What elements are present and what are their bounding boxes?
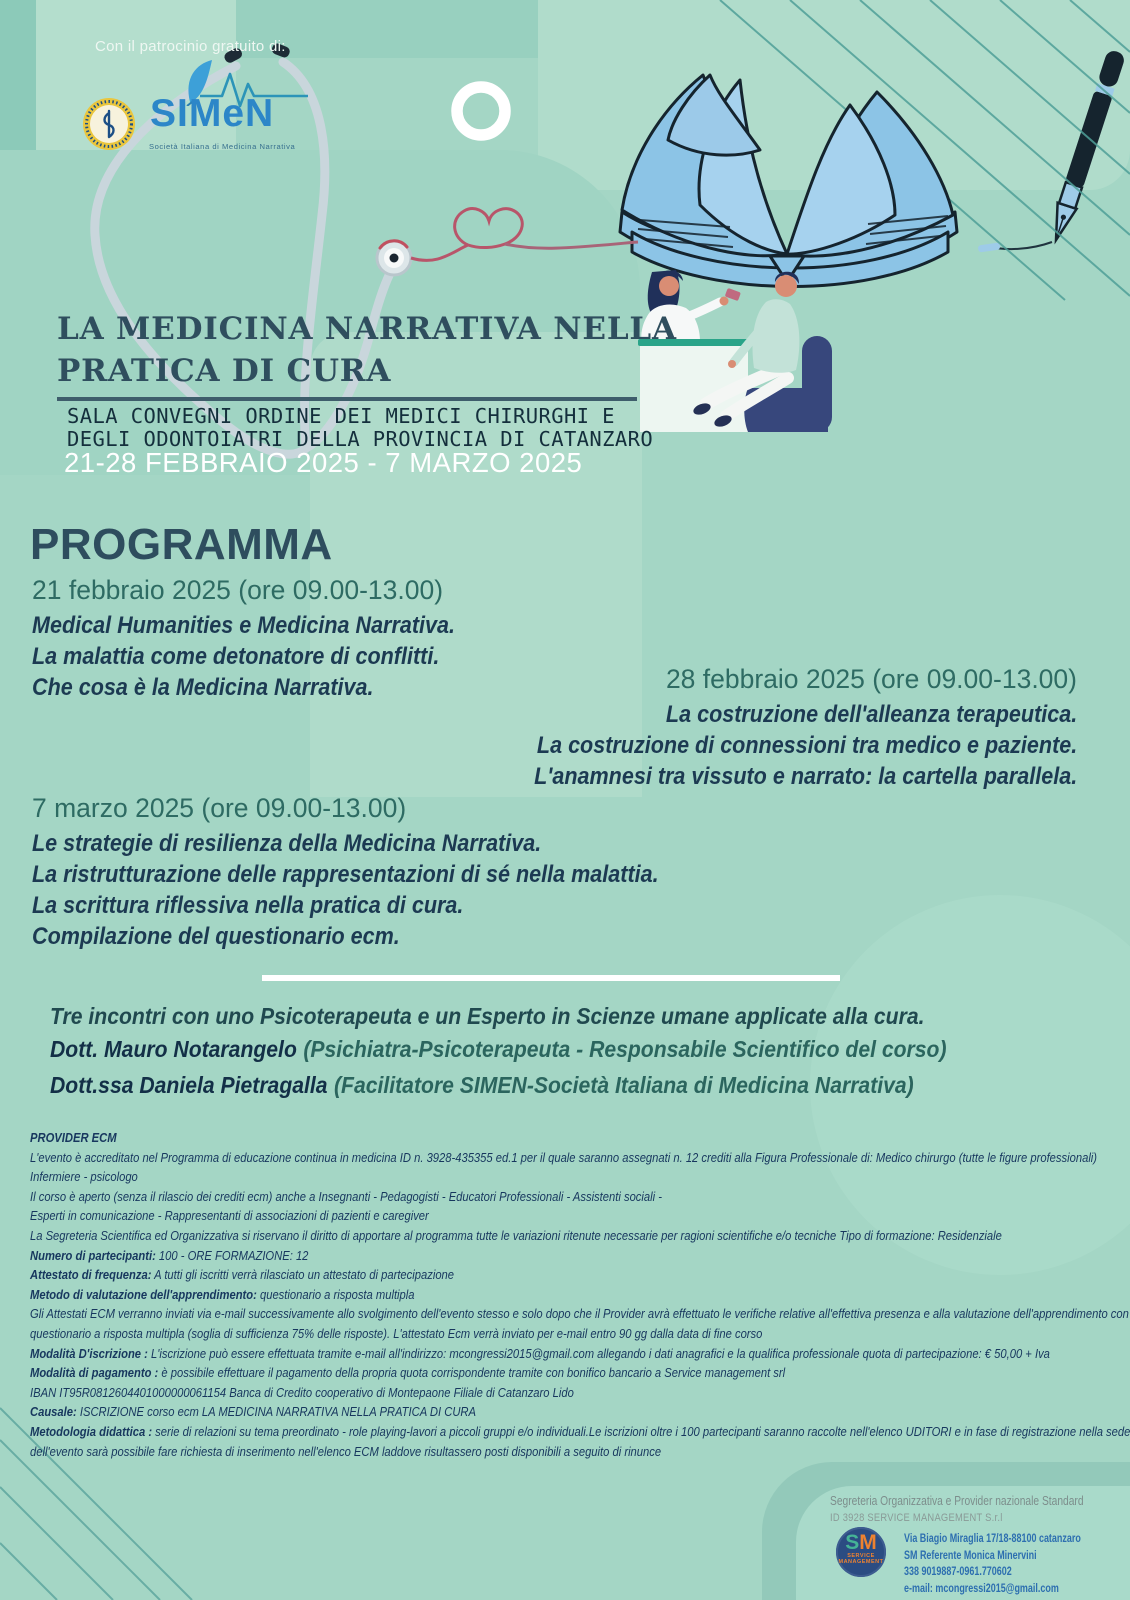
venue bbox=[67, 405, 653, 451]
provider-line-text: L'iscrizione può essere effettuata tramite e-mail all'indirizzo: mcongressi2015@gmail.com allegando i dati anagrafici e la qualifica professionale quota di partecipazione: € 50,00 + Iva bbox=[147, 1345, 1050, 1361]
provider-line-text: questionario a risposta multipla (soglia di sufficienza 75% delle risposte). L'attestato Ecm verrà inviato per e-mail entro 90 gg dalla data di fine corso bbox=[30, 1325, 763, 1341]
simen-subtitle: Società Italiana di Medicina Narrativa bbox=[149, 142, 296, 151]
title-line-1: LA MEDICINA NARRATIVA NELLA bbox=[57, 311, 677, 347]
sm-logo-sub1: SERVICE bbox=[847, 1553, 875, 1559]
contact-phone: 338 9019887-0961.770602 bbox=[904, 1566, 1012, 1578]
contact-address: Via Biagio Miraglia 17/18-88100 catanzaro bbox=[904, 1533, 1081, 1545]
simen-wordmark: SIMeN bbox=[150, 92, 275, 135]
speaker-role: (Psichiatra-Psicoterapeuta - Responsabile Scientifico del corso) bbox=[303, 1036, 947, 1062]
sm-logo-sub2: MANAGEMENT bbox=[838, 1559, 884, 1565]
provider-line bbox=[30, 1265, 1110, 1285]
session-1-topic: Che cosa è la Medicina Narrativa. bbox=[32, 674, 374, 701]
provider-ecm-block bbox=[30, 1128, 1130, 1461]
provider-line bbox=[30, 1187, 1110, 1207]
venue-line-2: DEGLI ODONTOIATRI DELLA PROVINCIA DI CATANZARO bbox=[67, 427, 654, 451]
book-icon bbox=[620, 75, 957, 287]
provider-line-label: Metodologia didattica : bbox=[30, 1423, 153, 1439]
page-title bbox=[57, 308, 677, 392]
provider-line bbox=[30, 1226, 1110, 1246]
provider-line-label: Metodo di valutazione dell'apprendimento: bbox=[30, 1286, 257, 1302]
title-divider bbox=[57, 397, 637, 401]
provider-line-text: Gli Attestati ECM verranno inviati via e-mail successivamente allo svolgimento dell'evento stesso e solo dopo che il Provider avrà effettuato le verifiche relative all'effettiva presenza e alla valutazione dell'apprendimento con bbox=[30, 1306, 1129, 1322]
patronage-label: Con il patrocinio gratuito di: bbox=[95, 38, 286, 55]
provider-line-text: IBAN IT95R0812604401000000061154 Banca di Credito cooperativo di Montepaone Filiale di Catanzaro Lido bbox=[30, 1384, 574, 1400]
provider-line-text: Il corso è aperto (senza il rilascio dei crediti ecm) anche a Insegnanti - Pedagogisti - Educatori Professionali - Assistenti sociali - bbox=[30, 1188, 662, 1204]
session-3-topic: La ristrutturazione delle rappresentazioni di sé nella malattia. bbox=[32, 861, 659, 888]
provider-line bbox=[30, 1246, 1110, 1266]
session-2-topic: La costruzione di connessioni tra medico e paziente. bbox=[536, 732, 1077, 759]
provider-line bbox=[30, 1285, 1110, 1305]
speaker-name: Dott. Mauro Notarangelo bbox=[50, 1036, 297, 1062]
session-1-topic: Medical Humanities e Medicina Narrativa. bbox=[32, 612, 455, 639]
provider-line bbox=[30, 1304, 1129, 1324]
simen-logo bbox=[148, 58, 318, 158]
session-1-topic: La malattia come detonatore di conflitti. bbox=[32, 643, 440, 670]
provider-line-text: 100 - ORE FORMAZIONE: 12 bbox=[155, 1247, 309, 1263]
footer-org-line1: Segreteria Organizzativa e Provider nazionale Standard bbox=[830, 1494, 1084, 1508]
session-3-topic: Le strategie di resilienza della Medicina Narrativa. bbox=[32, 830, 542, 857]
provider-line-label: Causale: bbox=[30, 1404, 77, 1420]
footer-org-line2: ID 3928 SERVICE MANAGEMENT S.r.l bbox=[830, 1512, 1003, 1524]
program-heading: PROGRAMMA bbox=[30, 520, 333, 569]
speaker-name: Dott.ssa Daniela Pietragalla bbox=[50, 1072, 328, 1098]
heart-line-icon bbox=[411, 209, 638, 261]
provider-line-text: questionario a risposta multipla bbox=[256, 1286, 415, 1302]
speakers bbox=[50, 1000, 947, 1105]
session-2-date: 28 febbraio 2025 (ore 09.00-13.00) bbox=[665, 664, 1077, 694]
footer-contact bbox=[904, 1531, 1081, 1597]
session-2-topic: La costruzione dell'alleanza terapeutica. bbox=[665, 701, 1077, 728]
provider-line-label: Modalità di pagamento : bbox=[30, 1365, 159, 1381]
ring-icon bbox=[457, 87, 505, 135]
provider-line-label: PROVIDER ECM bbox=[30, 1130, 117, 1145]
provider-line-text: Esperti in comunicazione - Rappresentanti di associazioni di pazienti e caregiver bbox=[30, 1208, 429, 1224]
provider-line bbox=[30, 1442, 1110, 1462]
session-2 bbox=[460, 664, 1077, 792]
speaker-role: (Facilitatore SIMEN-Società Italiana di Medicina Narrativa) bbox=[333, 1072, 914, 1098]
session-2-topic: L'anamnesi tra vissuto e narrato: la cartella parallela. bbox=[533, 763, 1077, 790]
provider-line bbox=[30, 1344, 1110, 1364]
speakers-intro: Tre incontri con uno Psicoterapeuta e un Esperto in Scienze umane applicate alla cura. bbox=[50, 1003, 925, 1029]
contact-email: e-mail: mcongressi2015@gmail.com bbox=[904, 1582, 1059, 1595]
section-divider bbox=[262, 975, 840, 981]
provider-line-label: Numero di partecipanti: bbox=[30, 1247, 156, 1263]
session-3-topic: Compilazione del questionario ecm. bbox=[32, 923, 400, 950]
session-3 bbox=[32, 793, 744, 952]
session-3-date: 7 marzo 2025 (ore 09.00-13.00) bbox=[32, 793, 407, 823]
provider-line bbox=[30, 1324, 1110, 1344]
ordine-medici-logo bbox=[82, 97, 136, 151]
provider-line-text: dell'evento sarà possibile fare richiesta di inserimento nell'elenco ECM laddove risultassero posti disponibili a seguito di rinunce bbox=[30, 1443, 662, 1459]
provider-line bbox=[30, 1128, 1110, 1148]
provider-line bbox=[30, 1363, 1110, 1383]
provider-line-text: L'evento è accreditato nel Programma di educazione continua in medicina ID n. 3928-435355 ed.1 per il quale saranno assegnati n. 12 crediti alla Figura Professionale di: Medico chirurgo (tutte le figure professionali) bbox=[30, 1149, 1098, 1165]
event-dates: 21-28 FEBBRAIO 2025 - 7 MARZO 2025 bbox=[64, 447, 583, 478]
speaker-row bbox=[50, 1033, 947, 1069]
provider-line bbox=[30, 1148, 1110, 1168]
title-line-2: PRATICA DI CURA bbox=[57, 353, 392, 389]
provider-line-text: La Segreteria Scientifica ed Organizzativa si riservano il diritto di apportare al programma tutte le variazioni ritenute necessarie per ragioni scientifiche e/o tecniche Tipo di formazione: Residenziale bbox=[30, 1227, 1002, 1243]
provider-line bbox=[30, 1402, 1110, 1422]
provider-line-text: A tutti gli iscritti verrà rilasciato un attestato di partecipazione bbox=[151, 1267, 455, 1283]
session-1 bbox=[32, 575, 513, 703]
pen-icon bbox=[1046, 49, 1126, 243]
contact-referent: SM Referente Monica Minervini bbox=[904, 1549, 1037, 1562]
provider-line-text: Infermiere - psicologo bbox=[30, 1169, 138, 1185]
provider-line-text: ISCRIZIONE corso ecm LA MEDICINA NARRATIVA NELLA PRATICA DI CURA bbox=[76, 1404, 476, 1420]
provider-line-label: Attestato di frequenza: bbox=[30, 1267, 152, 1283]
provider-line bbox=[30, 1167, 1110, 1187]
venue-line-1: SALA CONVEGNI ORDINE DEI MEDICI CHIRURGHI E bbox=[67, 404, 615, 428]
session-1-date: 21 febbraio 2025 (ore 09.00-13.00) bbox=[32, 575, 444, 605]
provider-line bbox=[30, 1383, 1110, 1403]
sm-logo-m: M bbox=[859, 1531, 877, 1554]
sm-logo-s: S bbox=[845, 1531, 860, 1554]
provider-line-text: è possibile effettuare il pagamento della propria quota corrispondente tramite con bonifico bancario a Service management srl bbox=[158, 1365, 786, 1381]
provider-line bbox=[30, 1422, 1130, 1442]
provider-line bbox=[30, 1206, 1110, 1226]
session-3-topic: La scrittura riflessiva nella pratica di cura. bbox=[32, 892, 464, 919]
speaker-row bbox=[50, 1069, 947, 1105]
provider-line-text: serie di relazioni su tema preordinato - role playing-lavori a piccoli gruppi e/o individuali.Le iscrizioni oltre i 100 partecipanti saranno raccolte nell'elenco UDITORI e in fase di registrazione nella sede bbox=[152, 1423, 1130, 1439]
provider-line-label: Modalità D'iscrizione : bbox=[30, 1345, 148, 1361]
sm-logo bbox=[836, 1527, 886, 1577]
